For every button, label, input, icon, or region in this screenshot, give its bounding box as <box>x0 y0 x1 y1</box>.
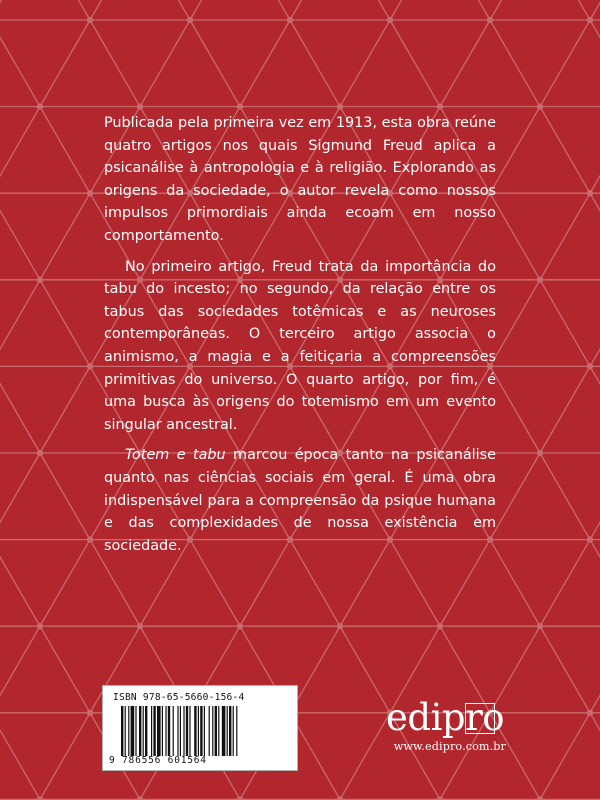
synopsis-paragraph-3 <box>104 444 496 557</box>
barcode-label <box>102 685 298 771</box>
publisher-logo-text: edipro <box>386 696 505 739</box>
book-title-italic: Totem e tabu <box>125 447 226 464</box>
logo-frame-icon <box>465 703 495 734</box>
publisher-logo <box>386 698 506 742</box>
isbn-number: ISBN 978-65-5660-156-4 <box>113 692 245 703</box>
barcode-digits: 9 786556 601564 <box>109 755 207 766</box>
barcode-icon <box>121 706 287 756</box>
publisher-website: www.edipro.com.br <box>393 740 506 753</box>
synopsis-paragraph-3-text: marcou época tanto na psicanálise quanto nas ciências sociais em geral. É uma obra indispensável para a compreensão da psique humana e das complexidades de nossa existência em sociedade. <box>104 447 496 554</box>
synopsis-text <box>104 112 496 565</box>
synopsis-paragraph-2: No primeiro artigo, Freud trata da importância do tabu do incesto; no segundo, da relação entre os tabus das sociedades totêmicas e as neuroses contemporâneas. O terceiro artigo associa o animismo, a magia e a feitiçaria a compreensões primitivas do universo. O quarto artigo, por fim, é uma busca às origens do totemismo em um evento singular ancestral. <box>104 258 496 433</box>
synopsis-paragraph-1: Publicada pela primeira vez em 1913, esta obra reúne quatro artigos nos quais Sigmund Freud aplica a psicanálise à antropologia e à religião. Explorando as origens da sociedade, o autor revela como nossos impulsos primordiais ainda ecoam em nosso comportamento. <box>104 115 496 244</box>
